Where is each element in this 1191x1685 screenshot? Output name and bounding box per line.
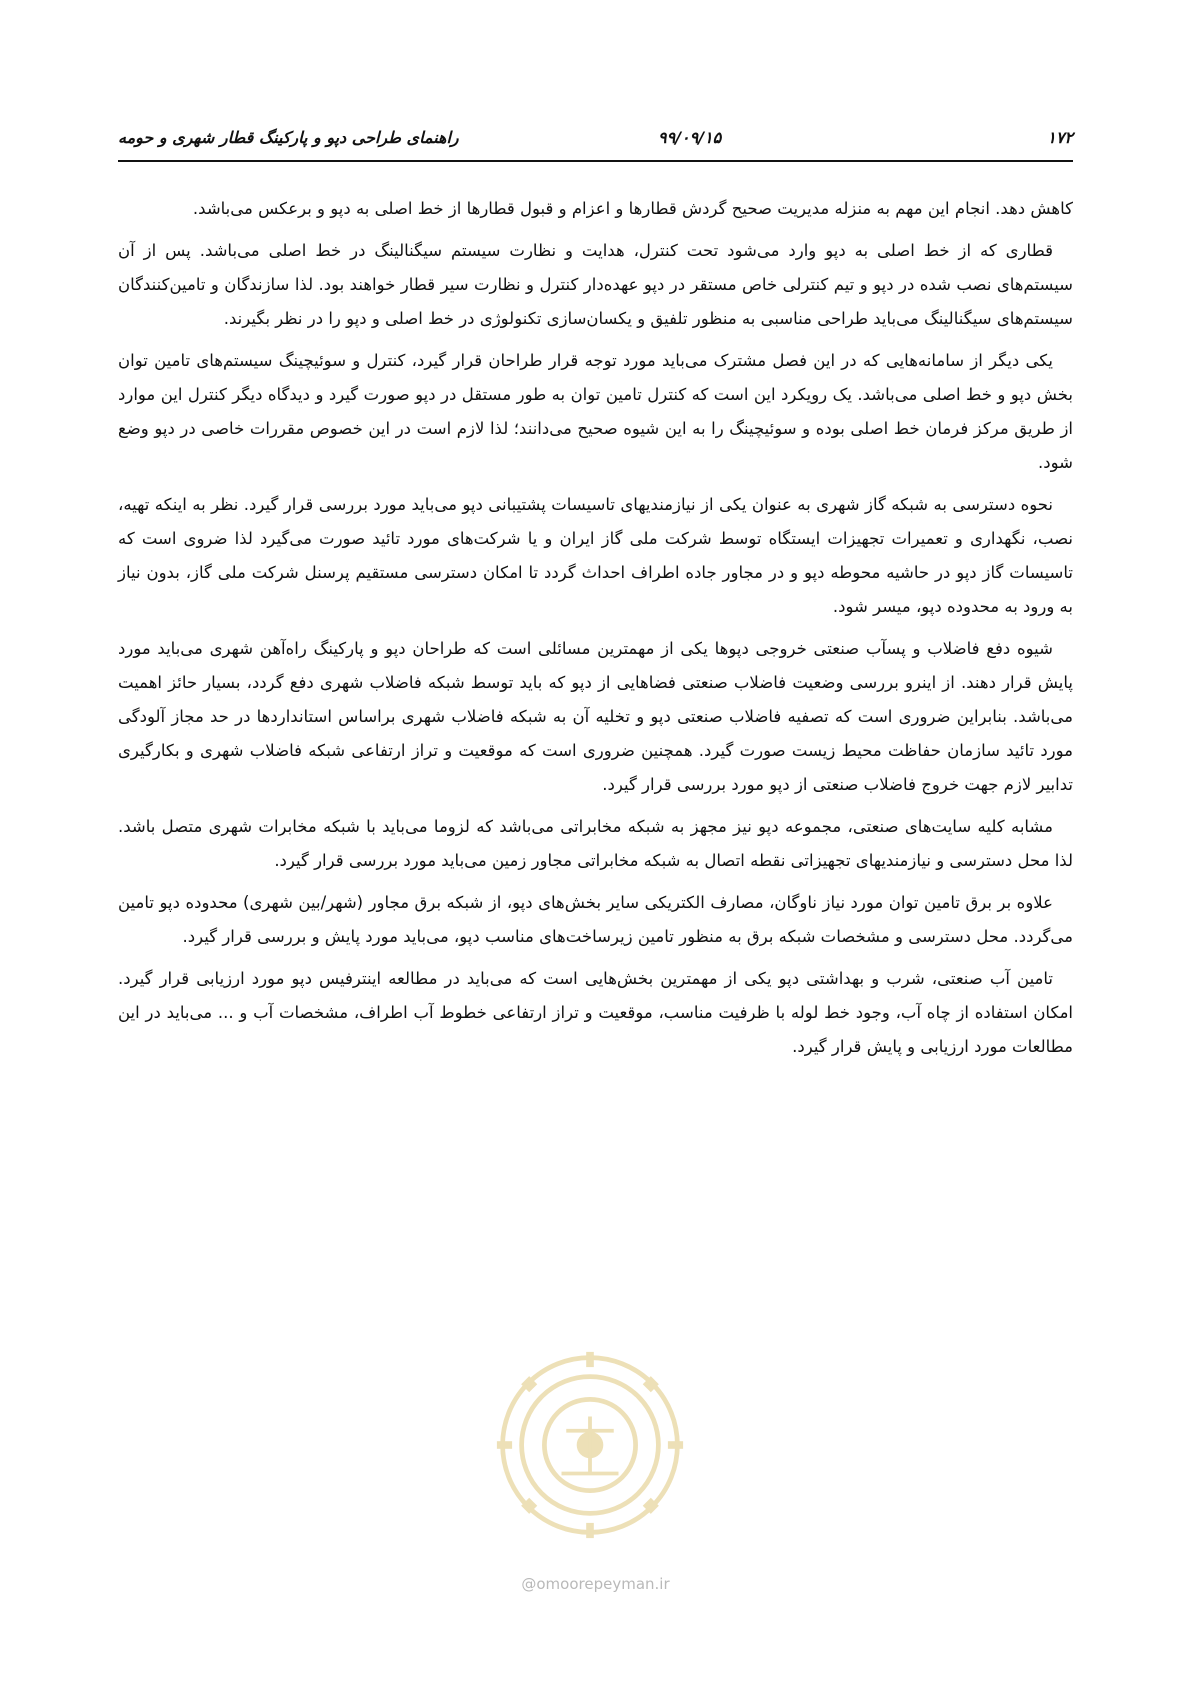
paragraph: کاهش دهد. انجام این مهم به منزله مدیریت صحیح گردش قطارها و اعزام و قبول قطارها از خط اصلی به دپو و برعکس می‌باشد. [192,199,1073,218]
watermark-url: @omoorepeyman.ir [521,1575,670,1593]
header-rule [118,160,1073,162]
page-header [118,128,1073,154]
paragraph: تامین آب صنعتی، شرب و بهداشتی دپو یکی از مهمترین بخش‌هایی است که می‌باید در مطالعه اینترفیس دپو مورد ارزیابی قرار گیرد. امکان استفاده از چاه آب، وجود خط لوله با ظرفیت مناسب، موقعیت و تراز ارتفاعی خطوط آب اطراف، مشخصات آب و ... می‌باید در این مطالعات مورد ارزیابی و پایش قرار گیرد. [118,969,1073,1056]
paragraph: علاوه بر برق تامین توان مورد نیاز ناوگان، مصارف الکتریکی سایر بخش‌های دپو، از شبکه برق مجاور (شهر/بین شهری) محدوده دپو تامین می‌گردد. محل دسترسی و مشخصات شبکه برق به منظور تامین زیرساخت‌های مناسب دپو، می‌باید مورد پایش و بررسی قرار گیرد. [118,893,1073,946]
running-title: راهنمای طراحی دپو و پارکینگ قطار شهری و حومه [118,128,459,147]
body-text [118,192,1073,1072]
paragraph: مشابه کلیه سایت‌های صنعتی، مجموعه دپو نیز مجهز به شبکه مخابراتی می‌باشد که لزوما می‌باید با شبکه مخابرات شهری متصل باشد. لذا محل دسترسی و نیازمندیهای تجهیزاتی نقطه اتصال به شبکه مخابراتی مجاور زمین می‌باید مورد بررسی قرار گیرد. [118,817,1073,870]
paragraph: نحوه دسترسی به شبکه گاز شهری به عنوان یکی از نیازمندیهای تاسیسات پشتیبانی دپو می‌باید مورد بررسی قرار گیرد. نظر به اینکه تهیه، نصب، نگهداری و تعمیرات تجهیزات ایستگاه توسط شرکت ملی گاز ایران و یا شرکت‌های مورد تائید صورت می‌گیرد لذا ضروی است که تاسیسات گاز دپو در حاشیه محوطه دپو و در مجاور جاده اطراف احداث گردد تا امکان دسترسی مستقیم پرسنل شرکت ملی گاز، بدون نیاز به ورود به محدوده دپو، میسر شود. [118,495,1073,616]
paragraph: شیوه دفع فاضلاب و پسآب صنعتی خروجی دپوها یکی از مهمترین مسائلی است که طراحان دپو و پارکینگ راه‌آهن شهری می‌باید مورد پایش قرار دهند. از اینرو بررسی وضعیت فاضلاب صنعتی فضاهایی از دپو که باید توسط شبکه فاضلاب شهری دفع گردد، بسیار حائز اهمیت می‌باشد. بنابراین ضروری است که تصفیه فاضلاب صنعتی دپو و تخلیه آن به شبکه فاضلاب شهری براساس استانداردها در حد مجاز آلودگی مورد تائید سازمان حفاظت محیط زیست صورت گیرد. همچنین ضروری است که موقعیت و تراز ارتفاعی شبکه فاضلاب شهری و بکارگیری تدابیر لازم جهت خروج فاضلاب صنعتی از دپو مورد بررسی قرار گیرد. [118,639,1073,794]
watermark-seal-logo [495,1350,685,1540]
header-date: ۹۹/۰۹/۱۵ [658,128,722,147]
paragraph: یکی دیگر از سامانه‌هایی که در این فصل مشترک می‌باید مورد توجه قرار طراحان قرار گیرد، کنترل و سوئیچینگ سیستم‌های تامین توان بخش دپو و خط اصلی می‌باشد. یک رویکرد این است که کنترل تامین توان به طور مستقل در دپو صورت گیرد و دیدگاه دیگر کنترل این موارد از طریق مرکز فرمان خط اصلی بوده و سوئیچینگ را به این شیوه صحیح می‌دانند؛ لذا لازم است در این خصوص مقررات خاصی در دپو وضع شود. [118,351,1073,472]
page-number: ۱۷۲ [1047,128,1073,147]
paragraph: قطاری که از خط اصلی به دپو وارد می‌شود تحت کنترل، هدایت و نظارت سیستم سیگنالینگ در خط اصلی می‌باشد. پس از آن سیستم‌های نصب شده در دپو و تیم کنترلی خاص مستقر در دپو عهده‌دار کنترل و نظارت سیر قطار خواهند بود. لذا سازندگان و تامین‌کنندگان سیستم‌های سیگنالینگ می‌باید طراحی مناسبی به منظور تلفیق و یکسان‌سازی تکنولوژی در خط اصلی و دپو را در نظر بگیرند. [118,241,1073,328]
